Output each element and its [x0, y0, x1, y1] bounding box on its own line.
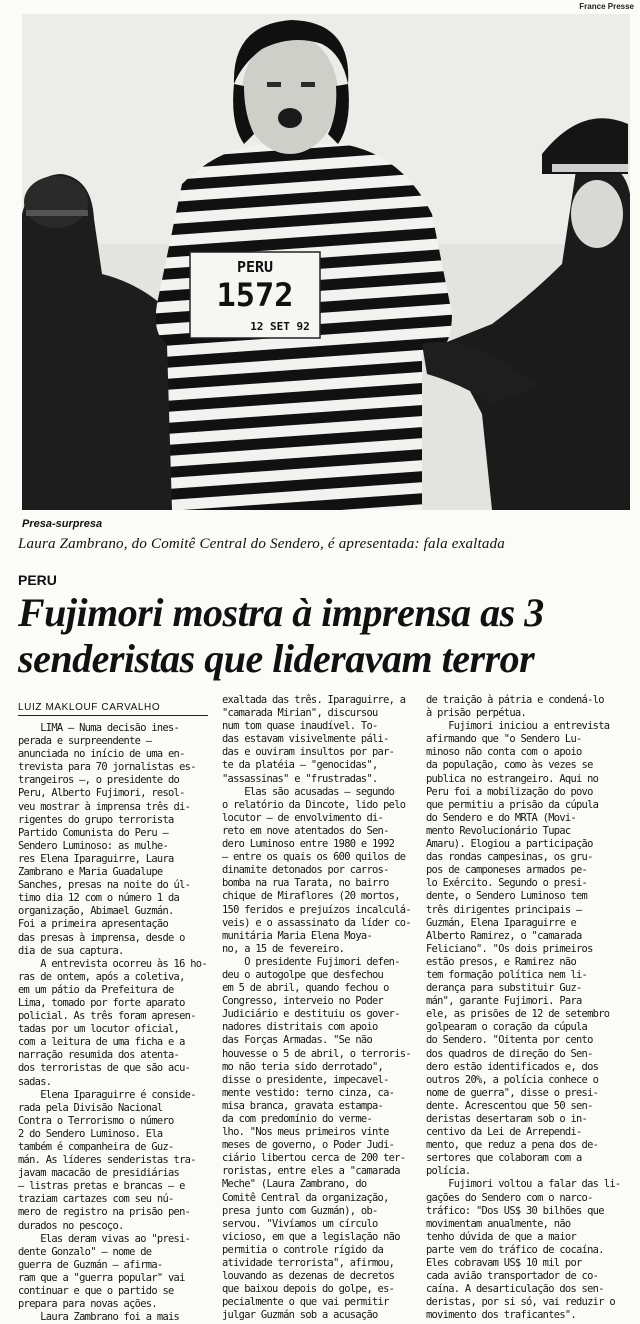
- section-label: PERU: [18, 572, 57, 588]
- article-column-1: LIMA — Numa decisão ines- perada e surpreendente — anunciada no início de uma en- trevista para 70 jornalistas es- trangeiros —, o presidente do Peru, Alberto Fujimori, resol- veu mostrar à imprensa três di- rigentes do grupo terrorista Partido Comunista do Peru — Sendero Luminoso: as mulhe- res Elena Iparaguirre, Laura Zambrano e Maria Guadalupe Sanches, presas na noite do úl- timo dia 12 com o número 1 da organização, Abimael Guzmán. Foi a primeira apresentação das presas à imprensa, desde o dia de sua captura. A entrevista ocorreu às 16 ho- ras de ontem, após a coletiva, em um pátio da Prefeitura de Lima, tomado por forte aparato policial. As três foram apresen- tadas por um locutor oficial, com a leitura de uma ficha e a narração resumida dos atenta- dos terroristas de que são acu- sadas. Elena Iparaguirre é conside- rada pela Divisão Nacional Contra o Terrorismo o número 2 do Sendero Luminoso. Ela também é companheira de Guz- mán. As líderes senderistas tra- javam macacão de presidiárias — listras pretas e brancas — e traziam cartazes com seu nú- mero de registro na prisão pen- durados no pescoço. Elas deram vivas ao "presi- dente Gonzalo" — nome de guerra de Guzmán — afirma- ram que a "guerra popular" vai continuar e que o partido se prepara para novas ações. Laura Zambrano foi a mais: [18, 722, 207, 1324]
- article-column-2: exaltada das três. Iparaguirre, a "camarada Mirian", discursou num tom quase inaudível. To- das estavam visivelmente páli- das e ouviram insultos por par- te da platéia — "genocidas", "assassinas" e "frustradas". Elas são acusadas — segundo o relatório da Dincote, lido pelo locutor — de envolvimento di- reto em nove atentados do Sen- dero Luminoso entre 1980 e 1992 — entre os quais os 600 quilos de dinamite detonados por carros- bomba na rua Tarata, no bairro chique de Miraflores (20 mortos, 150 feridos e prejuízos incalculá- veis) e o assassinato da líder co- munitária Maria Elena Moya- no, a 15 de fevereiro. O presidente Fujimori defen- deu o autogolpe que desfechou em 5 de abril, quando fechou o Congresso, interveio no Poder Judiciário e destituiu os gover- nadores distritais com apoio das Forças Armadas. "Se não houvesse o 5 de abril, o terroris- mo não teria sido derrotado", disse o presidente, impecavel- mente vestido: terno cinza, ca- misa branca, gravata estampa- da com predomínio do verme- lho. "Nos meus primeiros vinte meses de governo, o Poder Judi- ciário libertou cerca de 200 ter- roristas, entre eles a "camarada Meche" (Laura Zambrano, do Comitê Central da organização, presa junto com Guzmán), ob- servou. "Vivíamos um círculo vicioso, em que a legislação não permitia o controle rígido da atividade terrorista", afirmou, louvando as dezenas de decretos que baixou depois do golpe, es- pecialmente o que vai permitir julgar Guzmán sob a acusação: [222, 694, 411, 1322]
- prison-placard: [190, 252, 320, 338]
- news-photo: [22, 14, 630, 510]
- photo-credit: France Presse: [579, 2, 634, 11]
- byline: LUIZ MAKLOUF CARVALHO: [18, 702, 208, 716]
- headline: Fujimori mostra à imprensa as 3 senderistas que lideravam terror: [18, 590, 544, 681]
- svg-text:PERU: PERU: [236, 258, 274, 276]
- article-column-3: de traição à pátria e condená-lo à prisão perpétua. Fujimori iniciou a entrevista afirmando que "o Sendero Lu- minoso não conta com o apoio da população, como às vezes se publica no estrangeiro. Aqui no Peru foi a mobilização do povo que permitiu a prisão da cúpula do Sendero e do MRTA (Movi- mento Revolucionário Tupac Amaru). Elogiou a participação das rondas campesinas, os gru- pos de camponeses armados pe- lo Exército. Segundo o presi- dente, o Sendero Luminoso tem três dirigentes principais — Guzmán, Elena Iparaguirre e Alberto Ramirez, o "camarada Feliciano". "Os dois primeiros estão presos, e Ramirez não tem formação política nem li- derança para substituir Guz- mán", garante Fujimori. Para ele, as prisões de 12 de setembro golpearam o coração da cúpula do Sendero. "Oitenta por cento dos quadros de direção do Sen- dero estão identificados e, dos outros 20%, a polícia conhece o nome de guerra", disse o presi- dente. Acrescentou que 50 sen- deristas desertaram sob o in- centivo da Lei de Arrependi- mento, que reduz a pena dos de- sertores que colaboram com a polícia. Fujimori voltou a falar das li- gações do Sendero com o narco- tráfico: "Dos US$ 30 bilhões que movimentam anualmente, não tenho dúvida de que a maior parte vem do tráfico de cocaína. Eles cobravam US$ 10 mil por cada avião transportador de co- caína. A desarticulação dos sen- deristas, por si só, vai reduzir o movimento dos traficantes".: [426, 694, 621, 1322]
- photo-caption: Laura Zambrano, do Comitê Central do Sendero, é apresentada: fala exaltada: [18, 536, 505, 552]
- svg-text:12 SET 92: 12 SET 92: [250, 320, 310, 333]
- caption-kicker: Presa-surpresa: [22, 518, 103, 530]
- svg-text:1572: 1572: [216, 276, 294, 314]
